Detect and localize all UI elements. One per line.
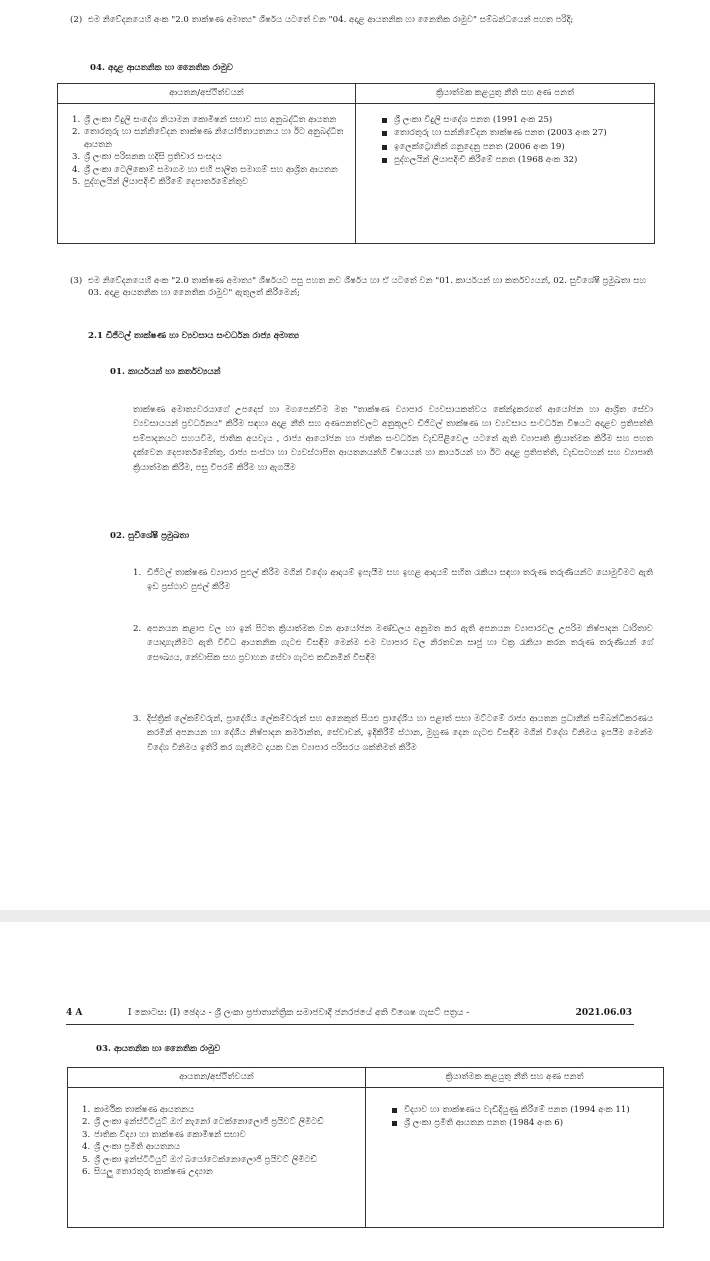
gazette-date: 2021.06.03: [575, 1008, 632, 1018]
priority-text: දිස්ත්‍රික් ලේකම්වරුන්, ප්‍රාදේශීය ලේකම්වරුන් සහ අනෙකුත් සියළු ප්‍රාදේශීය හා පළාත් සභා මට්ටමේ රාජ්‍ය ආයතන ප්‍රධානීන් සම්බන්ධීකරණය කරමින් අපනයන හා දේශීය නිෂ්පාදන කර්මාන්ත, සේවාවන්, ඉදිකිරීම් ස්ථාන, මුහුණ දෙන ගැටළු විසඳීම මගින් විදේශ විනිමය ඉපයීම මෙන්ම විදේශ විනිමය ඉතිරි කර ගැනීමට දායක වන ව්‍යාපාර පරිසරය ශක්තිමත් කිරීම: [147, 714, 653, 753]
priority-number: 1.: [133, 568, 142, 578]
subsection-01-heading: 01. කාර්යයන් හා කර්තව්‍යයන්: [110, 367, 221, 377]
square-bullet-icon: [392, 1121, 397, 1126]
list-item: 2. තොරතුරු හා සන්නිවේදන තාක්ෂණ නියෝජිතායතනය හා ඊට අනුබද්ධිත ආයතන: [72, 127, 344, 150]
priority-item: [133, 712, 653, 755]
table-2-acts-cell: [366, 1088, 664, 1228]
list-item: ශ්‍රී ලංකා විදුලි සංදේශ පනත (1991 අංක 25): [380, 114, 646, 126]
item-3-number: (3): [70, 276, 83, 286]
list-item: 4. ශ්‍රී ලංකා ටෙලිකොම් සමාගම හා එහි පාලිත සමාගම් සහ ආශ්‍රිත ආයතන: [72, 164, 338, 175]
section-2-1-heading: 2.1 ඩිජිටල් තාක්ෂණ හා ව්‍යවසාය සංවර්ධන රාජ්‍ය අමාත්‍ය: [88, 331, 300, 341]
table-2-col-acts-header: ක්‍රියාත්මක කළයුතු නීති සහ අණ පනත්: [366, 1068, 664, 1088]
priority-number: 2.: [133, 624, 142, 634]
priority-item: [133, 622, 653, 665]
institutions-list-1: [72, 114, 347, 189]
table-2-institutions-cell: [68, 1088, 366, 1228]
square-bullet-icon: [392, 1108, 397, 1113]
institutions-table-2: [67, 1067, 664, 1228]
priority-item: [133, 566, 653, 595]
gazette-title: I කොටස: (I) ඡෙදය - ශ්‍රී ලංකා ප්‍රජාතාන්ත්‍රික සමාජවාදී ජනරජයේ අති විශෙෂ ගැසට් පත්‍රය -: [128, 1008, 470, 1018]
list-item: 3. ශ්‍රී ලංකා පරිඝනක හදිසි ප්‍රතිචාර සංසදය: [72, 152, 222, 163]
header-rule: [66, 1024, 634, 1025]
item-2: [70, 14, 655, 26]
item-2-text: එම නිවේදනයෙහි අංක "2.0 තාක්ෂණ අමාත්‍ය" ශීර්ෂය යටතේ වන "04. අදාළ ආයතනික හා නෛතික රාමුව" සම්බන්ධයෙන් පහත පරිදි;: [88, 15, 574, 25]
page-number: 4 A: [66, 1008, 83, 1018]
table-1-header-row: [58, 84, 655, 104]
table-1-institutions-cell: [58, 104, 356, 244]
list-item: ශ්‍රී ලංකා ප්‍රමිති ආයතන පනත (1984 අංක 6): [390, 1117, 655, 1129]
gazette-page-lower: [0, 922, 710, 1261]
acts-list-2: [390, 1104, 655, 1130]
priority-text: ඩිජිටල් තාක්ෂණ ව්‍යාපාර පුළුල් කිරීම මගින් විදේශ ආදායම් ඉපැයීම සහ ඉහළ ආදායම් සහිත රැකියා සඳහා තරුණ තරුණියන්ට යොමුවීමට ඇති ඉඩ ප්‍රස්ථාව පුළුල් කිරීම: [147, 568, 653, 593]
list-item: 1. කාර්මික තාක්ෂණ ආයතනය: [82, 1105, 195, 1115]
list-item: තොරතුරු හා සන්නිවේදන තාක්ෂණ පනත (2003 අංක 27): [380, 127, 646, 139]
list-item: 5. පුද්ගලයින් ලියාපදිංචි කිරීමේ දෙපාර්තමේන්තුව: [72, 177, 249, 188]
institutions-list-2: [82, 1104, 357, 1179]
priority-text: අපනයන කළාප වල හා ඉන් පිටත ක්‍රියාත්මක වන ආයෝජන මණ්ඩලය අනුමත කර ඇති අපනයන ව්‍යාපාරවල උපරිම නිෂ්පාදන ධාරිතාව යොදාගැනීමට ඇති විවිධ ආයතනික ගැටළු විසඳීම මෙන්ම එම ව්‍යාපාර වල නිරතවන සෘජු හා වක්‍ර රැකියා කරන තරුණ තරුණියන් ගේ සෞඛ්‍යය, නේවාසික සහ ප්‍රවාහන සේවා ගැටළු කඩිනමින් විසඳීම: [147, 624, 653, 663]
square-bullet-icon: [382, 118, 387, 123]
square-bullet-icon: [382, 158, 387, 163]
section-03-heading: 03. ආයතනික හා නෛතික රාමුව: [96, 1044, 221, 1054]
list-item: 1. ශ්‍රී ලංකා විදුලි සංදේශ නියාමන කොමිෂන් සභාව සහ අනුබද්ධිත ආයතන: [72, 115, 337, 125]
table-1-acts-cell: [356, 104, 655, 244]
table-1-body-row: [58, 104, 655, 244]
item-3: [70, 275, 655, 300]
list-item: ඉලෙක්ට්‍රොනික් ගනුදෙනු පනත (2006 අංක 19): [380, 141, 646, 153]
running-header: [66, 1007, 634, 1023]
list-item: විද්‍යාව හා තාක්ෂණය වැඩිදියුණු කිරීමේ පනත (1994 අංක 11): [390, 1104, 655, 1116]
square-bullet-icon: [382, 145, 387, 150]
list-item: 4. ශ්‍රී ලංකා ප්‍රමිති ආයතනය: [82, 1142, 181, 1153]
table-2-header-row: [68, 1068, 664, 1088]
table-1-col-institutions-header: ආයතන/අස්ථිත්වයන්: [58, 84, 356, 104]
table-2-col-institutions-header: ආයතන/අස්ථිත්වයන්: [68, 1068, 366, 1088]
table-2-body-row: [68, 1088, 664, 1228]
square-bullet-icon: [382, 131, 387, 136]
list-item: පුද්ගලයින් ලියාපදිංචි කිරීමේ පනත (1968 අංක 32): [380, 154, 646, 166]
acts-list-1: [380, 114, 646, 167]
page-separator: [0, 910, 710, 922]
list-item: 6. සියලු තොරතුරු තාක්ෂණ උද්‍යාන: [82, 1167, 213, 1178]
table-1-col-acts-header: ක්‍රියාත්මක කළයුතු නීති සහ අණ පනත්: [356, 84, 655, 104]
list-item: 3. ජාතික විද්‍යා හා තාක්ෂණ කොමිෂන් සභාව: [82, 1129, 246, 1140]
subsection-02-heading: 02. සුවිශේෂී ප්‍රමුඛතා: [110, 531, 190, 541]
list-item: 5. ශ්‍රී ලංකා ඉන්ස්ටිටියුට් ඔෆ් බයෝටෙක්නොලොජි ප්‍රයිවට් ලිමිටඩ්: [82, 1154, 317, 1165]
item-3-text: එම නිවේදනයෙහි අංක "2.0 තාක්ෂණ අමාත්‍ය" ශීර්ෂයට පසු පහත නව ශීර්ෂය හා ඒ යටතේ වන "01. කාර්යයන් හා කර්තව්‍යයන්, 02. සුවිශේෂී ප්‍රමුඛතා සහ 03. අදාළ ආයතනික හා නෛතික රාමුව" ඇතුලත් කිරීමෙන්;: [88, 276, 647, 299]
list-item: 2. ශ්‍රී ලංකා ඉන්ස්ටිටියුට් ඔෆ් නැනෝ ටෙක්නොලොජි ප්‍රයිවට් ලිමිටඩ්: [82, 1117, 324, 1128]
priority-number: 3.: [133, 714, 142, 724]
item-2-number: (2): [70, 15, 83, 25]
subsection-01-paragraph: තාක්ෂණ අමාත්‍යවරයාගේ උපදෙස් හා මගපෙන්වීම මත "තාක්ෂණ ව්‍යාපාර ව්‍යවසායකත්වය කේන්ද්‍රකරගත් ආයෝජන හා ආශ්‍රිත සේවා ව්‍යවසායයන් ප්‍රවර්ධනය" කිරීම සඳහා අදාළ නීති සහ අණපනත්වලට අනුකූලව ඩිජිටල් තාක්ෂණ හා ව්‍යවසාය සංවර්ධන විෂයට අදාළව ප්‍රතිපත්ති සම්පාදනයට සහයවීම, ජාතික අයවැය , රාජ්‍ය ආයෝජන හා ජාතික සංවර්ධන වැඩපිළිවෙල යටතේ ඇති ව්‍යාපෘති ක්‍රියාත්මක කිරීම සහ පහත දැක්වෙන දෙපාර්තමේන්තු, රාජ්‍ය සංස්ථා හා ව්‍යවස්ථාපිත ආයතනයන්හි විෂයයන් හා කාර්යයන් හා ඊට අදාළ ප්‍රතිපත්ති, වැඩසටහන් සහ ව්‍යාපෘති ක්‍රියාත්මක කිරීම, පසු විපරම් කිරීම හා ඇගයීම: [133, 405, 653, 473]
institutions-table-1: [57, 83, 655, 244]
section-04-heading: 04. අදාළ ආයතනික හා නෛතික රාමුව: [90, 63, 233, 73]
